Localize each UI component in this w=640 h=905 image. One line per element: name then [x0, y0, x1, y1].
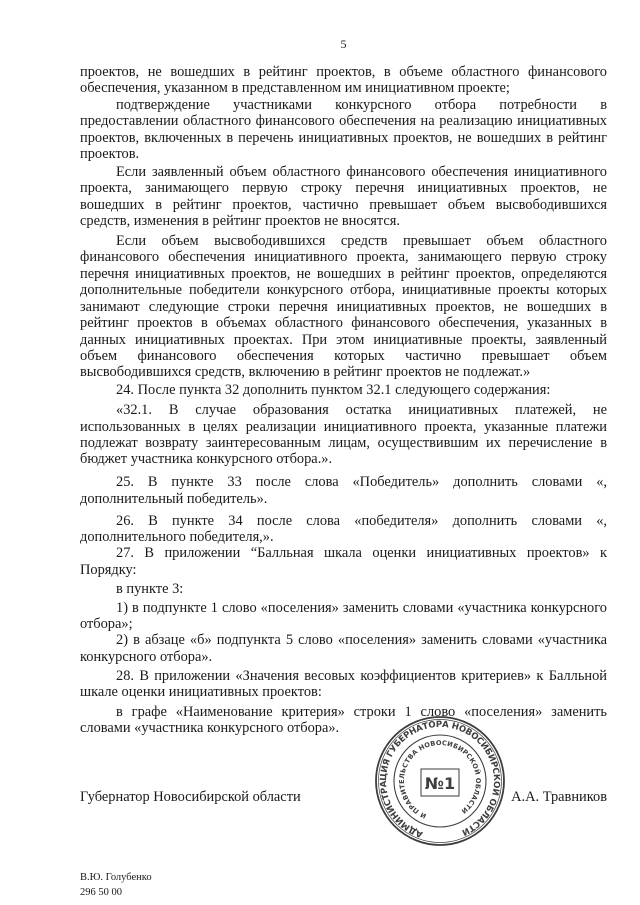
amendment-item-26: 26. В пункте 34 после слова «победителя» дополнить словами «, дополнительного победителя,».	[80, 512, 607, 545]
signature-row	[80, 789, 607, 806]
body-paragraph: Если заявленный объем областного финансового обеспечения инициативного проекта, занимающего первую строку перечня инициативных проектов, не вошедших в рейтинг проектов, частично превышает объем высвободившихся средств, изменения в рейтинг проектов не вносятся.	[80, 163, 607, 230]
body-paragraph: проектов, не вошедших в рейтинг проектов, в объеме областного финансового обеспечения, указанном в представленном им инициативном проекте;	[80, 64, 607, 97]
executor-name: В.Ю. Голубенко	[80, 872, 152, 883]
document-body	[80, 64, 607, 737]
executor-footer	[80, 870, 152, 900]
page-number: 5	[340, 37, 347, 51]
seal-outer-text-path: АДМИНИСТРАЦИЯ ГУБЕРНАТОРА НОВОСИБИРСКОЙ ОБЛАСТИ	[378, 719, 502, 839]
signatory-position: Губернатор Новосибирской области	[80, 789, 301, 805]
amendment-item-27: 27. В приложении “Балльная шкала оценки инициативных проектов» к Порядку:	[80, 545, 607, 578]
amendment-subitem: 2) в абзаце «б» подпункта 5 слово «поселения» заменить словами «участника конкурсного отбора».	[80, 632, 607, 665]
official-seal	[374, 715, 506, 847]
amendment-item-25: 25. В пункте 33 после слова «Победитель» дополнить словами «, дополнительный победитель».	[80, 474, 607, 507]
amendment-item-28: 28. В приложении «Значения весовых коэффициентов критериев» к Балльной шкале оценки инициативных проектов:	[80, 667, 607, 701]
amendment-subitem: 1) в подпункте 1 слово «поселения» заменить словами «участника конкурсного отбора»;	[80, 599, 607, 632]
seal-inner-text-path: И ПРАВИТЕЛЬСТВА НОВОСИБИРСКОЙ ОБЛАСТИ	[397, 738, 483, 820]
signatory-name: А.А. Травников	[511, 789, 607, 805]
executor-phone: 296 50 00	[80, 887, 122, 898]
amendment-subitem: в графе «Наименование критерия» строки 1 слово «поселения» заменить словами «участника конкурсного отбора».	[80, 704, 607, 737]
body-paragraph: Если объем высвободившихся средств превышает объем областного финансового обеспечения инициативного проекта, занимающего первую строку перечня инициативных проектов, не вошедших в рейтинг проектов, определяются дополнительные победители конкурсного отбора, инициативные проекты которых занимают следующие строки перечня инициативных проектов, не вошедших в рейтинг проектов в объемах областного финансового обеспечения, указанных в данных инициативных проектах. При этом инициативные проекты, заявленный объем финансового обеспечения которых частично превышает объем высвободившихся средств, включению в рейтинг проектов не подлежат.»	[80, 233, 607, 381]
seal-number: №1	[424, 774, 456, 793]
amendment-subitem: в пункте 3:	[116, 580, 184, 597]
body-paragraph: подтверждение участниками конкурсного отбора потребности в предоставлении областного финансового обеспечения на реализацию инициативных проектов, включенных в перечень инициативных проектов, не вошедших в рейтинг проектов.	[80, 96, 607, 163]
amendment-quote-32-1: «32.1. В случае образования остатка инициативных платежей, не использованных в целях реализации инициативного проекта, указанные платежи подлежат возврату заинтересованным лицам, осуществившим их перечисление в бюджет участника конкурсного отбора.».	[80, 402, 607, 468]
amendment-item-24: 24. После пункта 32 дополнить пунктом 32.1 следующего содержания:	[116, 382, 551, 399]
